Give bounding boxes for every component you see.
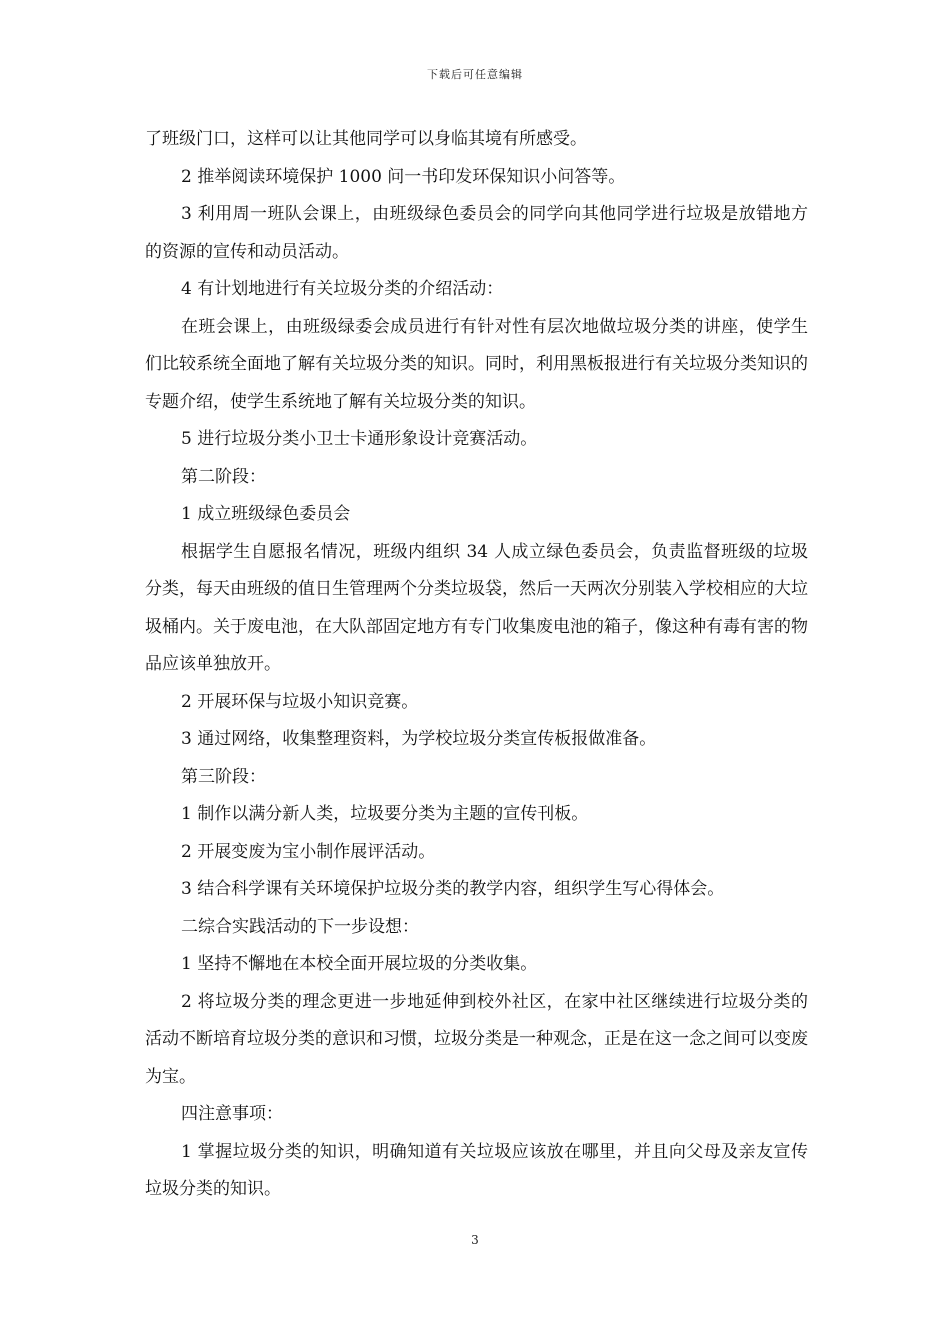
- section-heading: 二综合实践活动的下一步设想：: [181, 916, 419, 937]
- section-heading: 四注意事项：: [181, 1104, 283, 1124]
- paragraph: 5 进行垃圾分类小卫士卡通形象设计竞赛活动。: [181, 429, 538, 449]
- paragraph: 1 掌握垃圾分类的知识，明确知道有关垃圾应该放在哪里，并且向父母及亲友宣传垃圾分类的知识。: [145, 1141, 808, 1199]
- paragraph: 2 开展环保与垃圾小知识竞赛。: [181, 691, 419, 712]
- paragraph: 2 推举阅读环境保护 1000 问一书印发环保知识小问答等。: [181, 166, 626, 187]
- paragraph: 在班会课上，由班级绿委会成员进行有针对性有层次地做垃圾分类的讲座，使学生们比较系统全面地了解有关垃圾分类的知识。同时，利用黑板报进行有关垃圾分类知识的专题介绍，使学生系统地了解有关垃圾分类的知识。: [145, 316, 808, 412]
- paragraph: 1 坚持不懈地在本校全面开展垃圾的分类收集。: [181, 954, 538, 974]
- paragraph: 1 制作以满分新人类，垃圾要分类为主题的宣传刊板。: [181, 804, 589, 824]
- paragraph: 了班级门口，这样可以让其他同学可以身临其境有所感受。: [145, 129, 587, 149]
- paragraph: 2 将垃圾分类的理念更进一步地延伸到校外社区，在家中社区继续进行垃圾分类的活动不断培育垃圾分类的意识和习惯，垃圾分类是一种观念，正是在这一念之间可以变废为宝。: [145, 991, 808, 1087]
- paragraph: 3 结合科学课有关环境保护垃圾分类的教学内容，组织学生写心得体会。: [181, 879, 725, 899]
- paragraph: 3 通过网络，收集整理资料，为学校垃圾分类宣传板报做准备。: [181, 729, 657, 749]
- page-number: 3: [471, 1233, 479, 1247]
- paragraph: 4 有计划地进行有关垃圾分类的介绍活动：: [181, 279, 504, 299]
- paragraph: 根据学生自愿报名情况，班级内组织 34 人成立绿色委员会，负责监督班级的垃圾分类，每天由班级的值日生管理两个分类垃圾袋，然后一天两次分别装入学校相应的大垃圾桶内。关于废电池，在大队部固定地方有专门收集废电池的箱子，像这种有毒有害的物品应该单独放开。: [145, 541, 808, 674]
- paragraph: 1 成立班级绿色委员会: [181, 504, 351, 524]
- paragraph: 3 利用周一班队会课上，由班级绿色委员会的同学向其他同学进行垃圾是放错地方的资源的宣传和动员活动。: [145, 204, 808, 262]
- page-header-note: 下载后可任意编辑: [427, 68, 523, 81]
- section-heading: 第三阶段：: [181, 766, 266, 787]
- section-heading: 第二阶段：: [181, 466, 266, 487]
- paragraph: 2 开展变废为宝小制作展评活动。: [181, 841, 436, 862]
- document-body: [145, 121, 808, 1209]
